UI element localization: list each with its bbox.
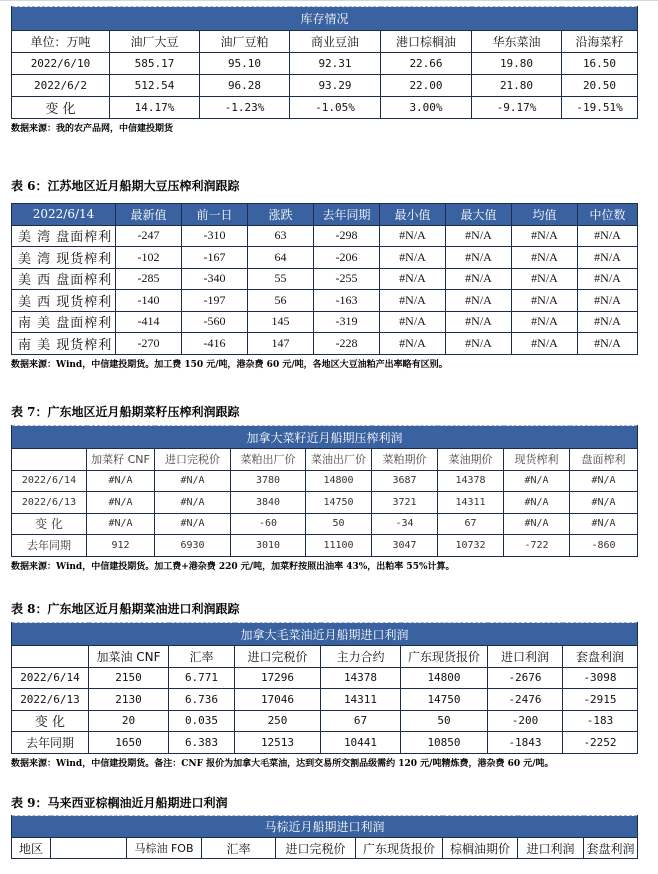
cell: 585.17 <box>110 53 200 75</box>
cell: 147 <box>248 333 314 355</box>
cell: 3780 <box>231 470 306 492</box>
cell: #N/A <box>446 225 512 247</box>
cell: -310 <box>182 225 248 247</box>
table7 <box>11 425 638 557</box>
table-row <box>12 492 638 514</box>
cell: -197 <box>182 290 248 312</box>
cell: 14.17% <box>110 97 200 119</box>
table-row <box>12 710 638 732</box>
cell: #N/A <box>512 268 578 290</box>
cell: 2022/6/13 <box>12 492 87 514</box>
col-header: 油厂豆粕 <box>200 31 290 53</box>
col-header: 最新值 <box>116 204 182 226</box>
cell: 去年同期 <box>12 732 89 754</box>
col-header: 前一日 <box>182 204 248 226</box>
col-header: 盘面榨利 <box>570 449 638 471</box>
cell: -183 <box>563 710 638 732</box>
table6 <box>11 203 638 355</box>
table-row <box>12 311 638 333</box>
col-header <box>12 646 89 668</box>
cell: 67 <box>438 513 504 535</box>
cell: #N/A <box>446 311 512 333</box>
cell: #N/A <box>380 333 446 355</box>
cell: 12513 <box>235 732 321 754</box>
cell: #N/A <box>512 311 578 333</box>
cell: -102 <box>116 247 182 269</box>
col-header: 最小值 <box>380 204 446 226</box>
col-header: 棕榈油期价 <box>443 838 518 859</box>
table-row <box>12 53 638 75</box>
source-note: 数据来源：Wind，中信建投期货。加工费+港杂费 220 元/吨，加菜籽按照出油率 43%，出粕率 55%计算。 <box>11 561 455 572</box>
cell: 93.29 <box>290 75 381 97</box>
cell: 56 <box>248 290 314 312</box>
cell: -3098 <box>563 667 638 689</box>
inventory-table <box>11 6 638 119</box>
cell: #N/A <box>512 290 578 312</box>
col-header: 加菜籽 CNF <box>87 449 155 471</box>
row-label: 美 湾 盘面榨利 <box>12 225 116 247</box>
cell: #N/A <box>570 492 638 514</box>
cell: -2676 <box>488 667 563 689</box>
table-row <box>12 732 638 754</box>
cell: 67 <box>321 710 401 732</box>
col-header: 中位数 <box>578 204 638 226</box>
cell: 2022/6/2 <box>12 75 110 97</box>
col-header: 汇率 <box>169 646 235 668</box>
cell: #N/A <box>446 247 512 269</box>
cell: 1650 <box>89 732 169 754</box>
col-header <box>12 449 87 471</box>
table-row <box>12 333 638 355</box>
cell: 3047 <box>372 535 438 557</box>
table7-header-row <box>12 449 638 471</box>
inventory-title: 库存情况 <box>12 7 638 31</box>
cell: 14750 <box>306 492 372 514</box>
cell: 2022/6/13 <box>12 689 89 711</box>
cell: #N/A <box>380 247 446 269</box>
col-header: 套盘利润 <box>584 838 638 859</box>
col-header: 进口利润 <box>518 838 584 859</box>
cell: #N/A <box>380 268 446 290</box>
cell: 14800 <box>401 667 488 689</box>
cell: 21.80 <box>472 75 562 97</box>
col-header: 汇率 <box>202 838 276 859</box>
cell: 6.383 <box>169 732 235 754</box>
col-header: 马棕油 FOB <box>127 838 202 859</box>
cell: #N/A <box>87 492 155 514</box>
cell: -200 <box>488 710 563 732</box>
cell: -2915 <box>563 689 638 711</box>
source-note: 数据来源：我的农产品网，中信建投期货 <box>11 124 174 134</box>
cell: 2022/6/14 <box>12 470 87 492</box>
cell: #N/A <box>578 268 638 290</box>
table8-caption: 表 8：广东地区近月船期菜油进口利润跟踪 <box>11 602 240 616</box>
cell: 2022/6/10 <box>12 53 110 75</box>
col-header: 油厂大豆 <box>110 31 200 53</box>
col-header: 菜油期价 <box>438 449 504 471</box>
cell: -9.17% <box>472 97 562 119</box>
table-row <box>12 513 638 535</box>
source-note: 数据来源：Wind，中信建投期货。加工费 150 元/吨，港杂费 60 元/吨，各地区大豆油粕产出率略有区别。 <box>11 359 448 370</box>
cell: -167 <box>182 247 248 269</box>
table-row <box>12 268 638 290</box>
cell: #N/A <box>380 311 446 333</box>
cell: -298 <box>314 225 380 247</box>
col-header: 广东现货报价 <box>356 838 443 859</box>
cell: -206 <box>314 247 380 269</box>
table9-section <box>11 815 637 859</box>
col-header: 菜粕出厂价 <box>231 449 306 471</box>
cell: 14378 <box>321 667 401 689</box>
table7-caption: 表 7：广东地区近月船期菜籽压榨利润跟踪 <box>11 405 240 419</box>
cell: #N/A <box>446 268 512 290</box>
inventory-header-row <box>12 31 638 53</box>
col-header: 广东现货报价 <box>401 646 488 668</box>
cell: 64 <box>248 247 314 269</box>
cell: 20 <box>89 710 169 732</box>
cell: 14378 <box>438 470 504 492</box>
cell: -19.51% <box>562 97 638 119</box>
cell: -560 <box>182 311 248 333</box>
cell: #N/A <box>578 247 638 269</box>
cell: #N/A <box>446 333 512 355</box>
table9-title: 马棕近月船期进口利润 <box>12 816 638 838</box>
cell: 6.771 <box>169 667 235 689</box>
col-header: 商业豆油 <box>290 31 381 53</box>
table9-header-row <box>12 838 638 859</box>
cell: 3.00% <box>381 97 472 119</box>
cell: 22.00 <box>381 75 472 97</box>
cell: #N/A <box>578 333 638 355</box>
table6-header-row <box>12 204 638 226</box>
cell: #N/A <box>380 225 446 247</box>
row-label: 南 美 盘面榨利 <box>12 311 116 333</box>
table6-caption: 表 6：江苏地区近月船期大豆压榨利润跟踪 <box>11 179 240 193</box>
col-header: 地区 <box>12 838 51 859</box>
cell: #N/A <box>512 247 578 269</box>
cell: 250 <box>235 710 321 732</box>
cell: 19.80 <box>472 53 562 75</box>
row-label: 美 湾 现货榨利 <box>12 247 116 269</box>
col-header: 现货榨利 <box>504 449 570 471</box>
col-header: 菜粕期价 <box>372 449 438 471</box>
row-label: 美 西 现货榨利 <box>12 290 116 312</box>
cell: -140 <box>116 290 182 312</box>
cell: #N/A <box>87 513 155 535</box>
col-header: 港口棕榈油 <box>381 31 472 53</box>
cell: -319 <box>314 311 380 333</box>
cell: #N/A <box>578 290 638 312</box>
cell: -60 <box>231 513 306 535</box>
cell: 17046 <box>235 689 321 711</box>
cell: 10441 <box>321 732 401 754</box>
table7-section <box>11 425 637 572</box>
cell: 50 <box>306 513 372 535</box>
col-header: 沿海菜籽 <box>562 31 638 53</box>
cell: 变 化 <box>12 97 110 119</box>
cell: 912 <box>87 535 155 557</box>
cell: -285 <box>116 268 182 290</box>
table9 <box>11 815 638 859</box>
cell: -1.05% <box>290 97 381 119</box>
cell: -1.23% <box>200 97 290 119</box>
table8-title: 加拿大毛菜油近月船期进口利润 <box>12 623 638 646</box>
cell: 145 <box>248 311 314 333</box>
cell: 14311 <box>438 492 504 514</box>
cell: -2476 <box>488 689 563 711</box>
cell: #N/A <box>155 470 231 492</box>
cell: 0.035 <box>169 710 235 732</box>
cell: 变 化 <box>12 710 89 732</box>
col-header: 菜油出厂价 <box>306 449 372 471</box>
table7-title: 加拿大菜籽近月船期压榨利润 <box>12 426 638 449</box>
table-row <box>12 689 638 711</box>
table8 <box>11 622 638 754</box>
cell: #N/A <box>504 470 570 492</box>
col-header: 均值 <box>512 204 578 226</box>
cell: 变 化 <box>12 513 87 535</box>
cell: 96.28 <box>200 75 290 97</box>
col-header: 单位：万吨 <box>12 31 110 53</box>
cell: 3721 <box>372 492 438 514</box>
table-row <box>12 75 638 97</box>
cell: 512.54 <box>110 75 200 97</box>
cell: 3010 <box>231 535 306 557</box>
cell: #N/A <box>570 470 638 492</box>
col-header: 2022/6/14 <box>12 204 116 226</box>
cell: 11100 <box>306 535 372 557</box>
cell: 2150 <box>89 667 169 689</box>
cell: 20.50 <box>562 75 638 97</box>
cell: #N/A <box>446 290 512 312</box>
cell: #N/A <box>155 513 231 535</box>
col-header: 进口完税价 <box>155 449 231 471</box>
table8-header-row <box>12 646 638 668</box>
page-top-edge <box>0 0 658 1</box>
cell: 63 <box>248 225 314 247</box>
table8-section <box>11 622 637 769</box>
cell: -860 <box>570 535 638 557</box>
cell: -340 <box>182 268 248 290</box>
cell: 2130 <box>89 689 169 711</box>
cell: -2252 <box>563 732 638 754</box>
cell: -255 <box>314 268 380 290</box>
cell: 去年同期 <box>12 535 87 557</box>
table-row <box>12 535 638 557</box>
cell: -270 <box>116 333 182 355</box>
table-row <box>12 97 638 119</box>
cell: 2022/6/14 <box>12 667 89 689</box>
col-header: 华东菜油 <box>472 31 562 53</box>
table-row <box>12 247 638 269</box>
cell: 17296 <box>235 667 321 689</box>
table-row <box>12 667 638 689</box>
cell: 22.66 <box>381 53 472 75</box>
cell: 10732 <box>438 535 504 557</box>
col-header <box>51 838 127 859</box>
cell: #N/A <box>504 492 570 514</box>
cell: #N/A <box>380 290 446 312</box>
cell: -34 <box>372 513 438 535</box>
cell: #N/A <box>578 225 638 247</box>
cell: 6.736 <box>169 689 235 711</box>
cell: -163 <box>314 290 380 312</box>
cell: -228 <box>314 333 380 355</box>
col-header: 加菜油 CNF <box>89 646 169 668</box>
cell: #N/A <box>512 333 578 355</box>
cell: #N/A <box>512 225 578 247</box>
col-header: 涨跌 <box>248 204 314 226</box>
cell: #N/A <box>87 470 155 492</box>
cell: -414 <box>116 311 182 333</box>
cell: 55 <box>248 268 314 290</box>
cell: #N/A <box>570 513 638 535</box>
col-header: 主力合约 <box>321 646 401 668</box>
cell: 14800 <box>306 470 372 492</box>
cell: 16.50 <box>562 53 638 75</box>
source-note: 数据来源：Wind，中信建投期货。备注：CNF 报价为加拿大毛菜油，达到交易所交割品级需约 120 元/吨精炼费，港杂费 60 元/吨。 <box>11 758 554 769</box>
cell: -247 <box>116 225 182 247</box>
col-header: 套盘利润 <box>563 646 638 668</box>
cell: 14311 <box>321 689 401 711</box>
cell: 14750 <box>401 689 488 711</box>
col-header: 进口利润 <box>488 646 563 668</box>
cell: 95.10 <box>200 53 290 75</box>
col-header: 最大值 <box>446 204 512 226</box>
table-row <box>12 290 638 312</box>
col-header: 去年同期 <box>314 204 380 226</box>
cell: 50 <box>401 710 488 732</box>
cell: -416 <box>182 333 248 355</box>
cell: 3840 <box>231 492 306 514</box>
cell: -722 <box>504 535 570 557</box>
cell: 6930 <box>155 535 231 557</box>
table9-caption: 表 9：马来西亚棕榈油近月船期进口利润 <box>11 796 228 810</box>
table-row <box>12 470 638 492</box>
cell: 3687 <box>372 470 438 492</box>
inventory-section <box>11 6 637 134</box>
row-label: 南 美 现货榨利 <box>12 333 116 355</box>
cell: #N/A <box>578 311 638 333</box>
table-row <box>12 225 638 247</box>
table6-section <box>11 203 637 370</box>
cell: #N/A <box>504 513 570 535</box>
cell: 92.31 <box>290 53 381 75</box>
row-label: 美 西 盘面榨利 <box>12 268 116 290</box>
cell: 10850 <box>401 732 488 754</box>
cell: -1843 <box>488 732 563 754</box>
col-header: 进口完税价 <box>276 838 356 859</box>
cell: #N/A <box>155 492 231 514</box>
col-header: 进口完税价 <box>235 646 321 668</box>
